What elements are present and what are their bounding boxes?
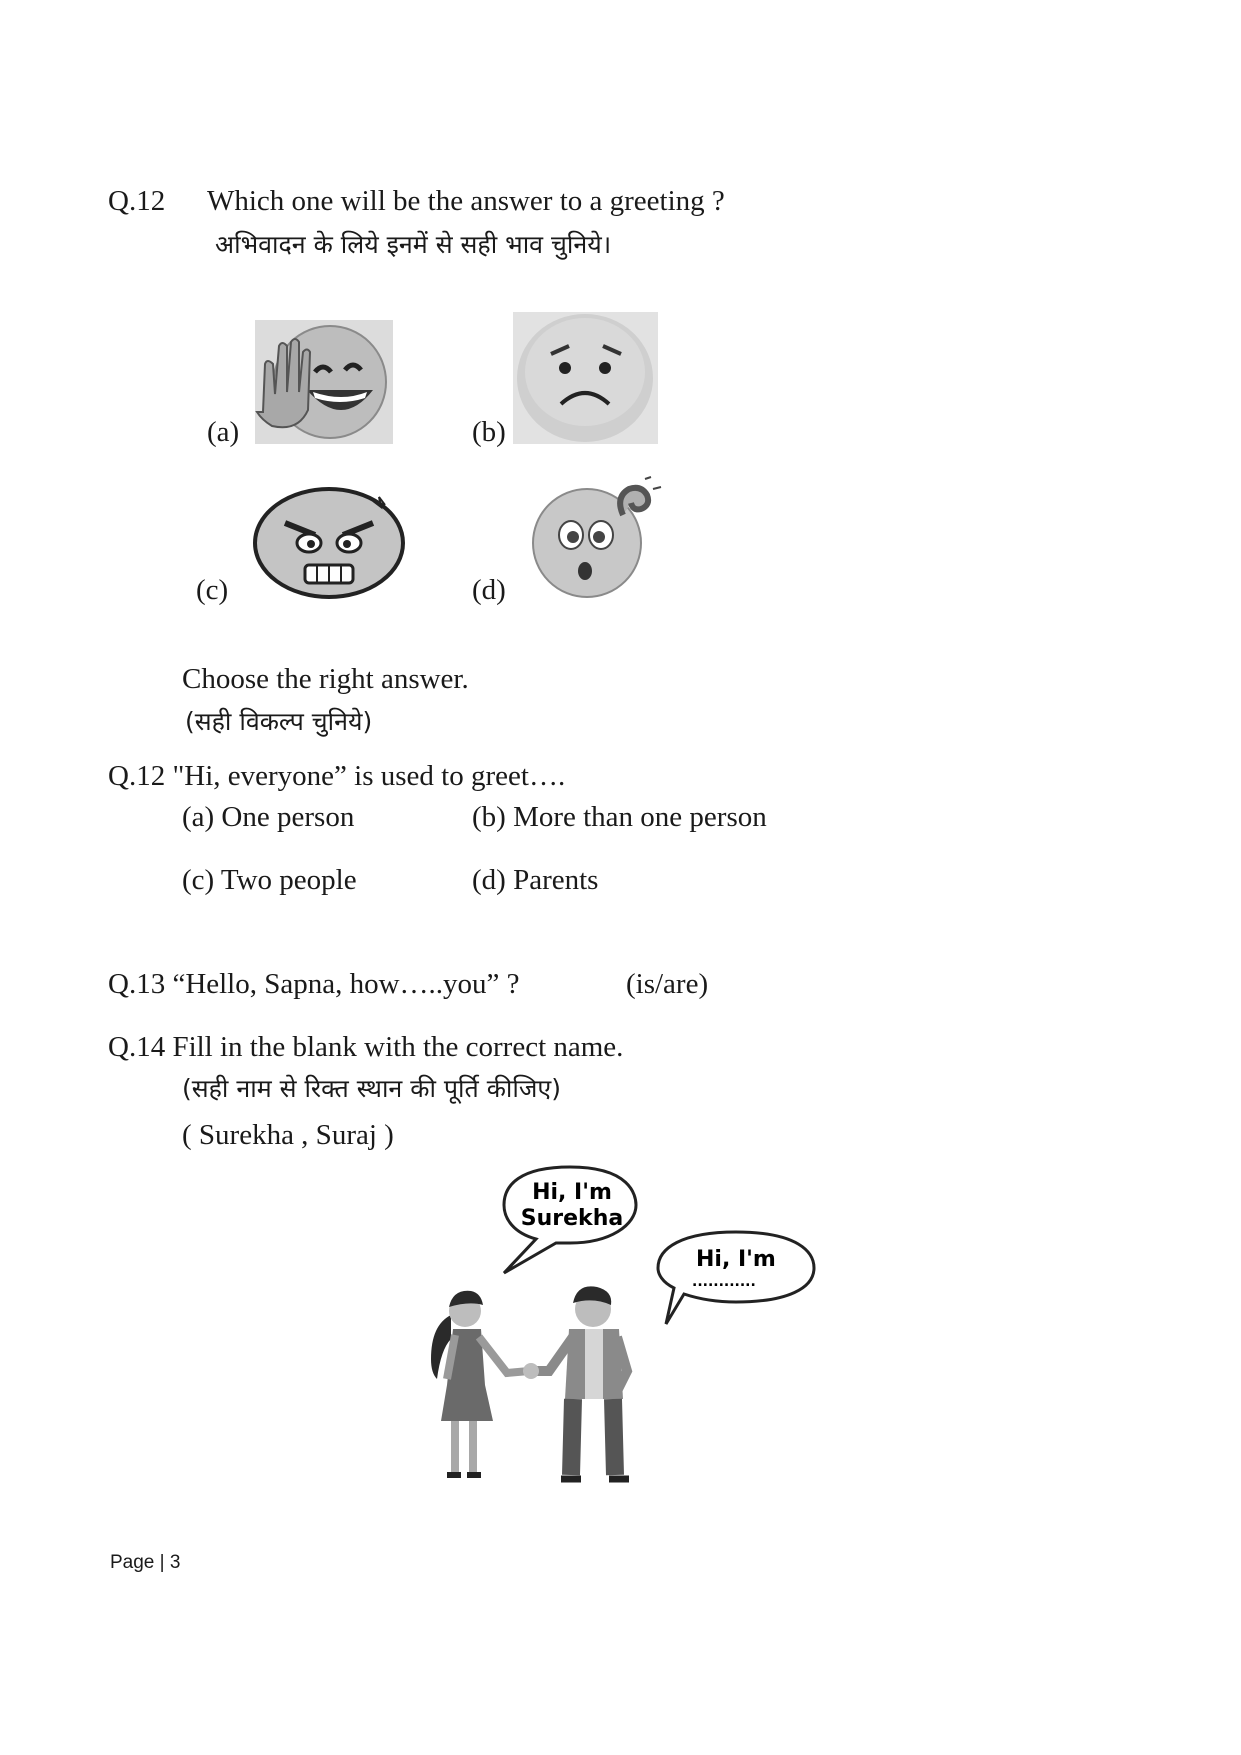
option-a-label: (a)	[207, 416, 240, 448]
girl-figure	[431, 1291, 529, 1475]
q13-prompt: Q.13 “Hello, Sapna, how…..you” ?	[108, 968, 520, 1000]
girl-bubble-line1: Hi, I'm	[532, 1180, 612, 1205]
q14-name-options: ( Surekha , Suraj )	[182, 1119, 394, 1151]
boy-figure	[527, 1286, 629, 1479]
q12-instruction: Choose the right answer.	[182, 663, 469, 695]
page-number-footer: Page | 3	[110, 1552, 181, 1573]
q12b-prompt: Q.12 "Hi, everyone” is used to greet….	[108, 760, 566, 792]
boy-bubble-line2: ............	[692, 1274, 756, 1290]
boy-bubble-line1: Hi, I'm	[696, 1247, 776, 1272]
q12b-option-a: (a) One person	[182, 801, 355, 833]
girl-boy-handshake-illustration	[425, 1285, 665, 1490]
q12-number: Q.12	[108, 185, 166, 217]
q14-prompt-hindi: (सही नाम से रिक्त स्थान की पूर्ति कीजिए)	[182, 1074, 562, 1103]
option-d-label: (d)	[472, 574, 506, 606]
confused-emoji-icon	[527, 475, 672, 600]
girl-bubble-line2: Surekha	[520, 1206, 624, 1231]
q12-instruction-hindi: (सही विकल्प चुनिये)	[185, 707, 373, 736]
q12b-option-d: (d) Parents	[472, 864, 599, 896]
girl-speech-bubble	[500, 1163, 640, 1275]
option-c-label: (c)	[196, 574, 229, 606]
option-b-label: (b)	[472, 416, 506, 448]
q12-question: Which one will be the answer to a greeting ?	[207, 185, 725, 217]
angry-emoji-icon	[253, 487, 406, 600]
boy-speech-bubble	[652, 1228, 818, 1328]
q12b-option-c: (c) Two people	[182, 864, 357, 896]
waving-hand-laughing-emoji-icon	[255, 320, 393, 444]
q12-question-hindi: अभिवादन के लिये इनमें से सही भाव चुनिये।	[215, 230, 612, 259]
q14-prompt: Q.14 Fill in the blank with the correct name.	[108, 1031, 624, 1063]
q13-choices: (is/are)	[626, 968, 709, 1000]
sad-emoji-icon	[513, 312, 658, 444]
q12b-option-b: (b) More than one person	[472, 801, 767, 833]
